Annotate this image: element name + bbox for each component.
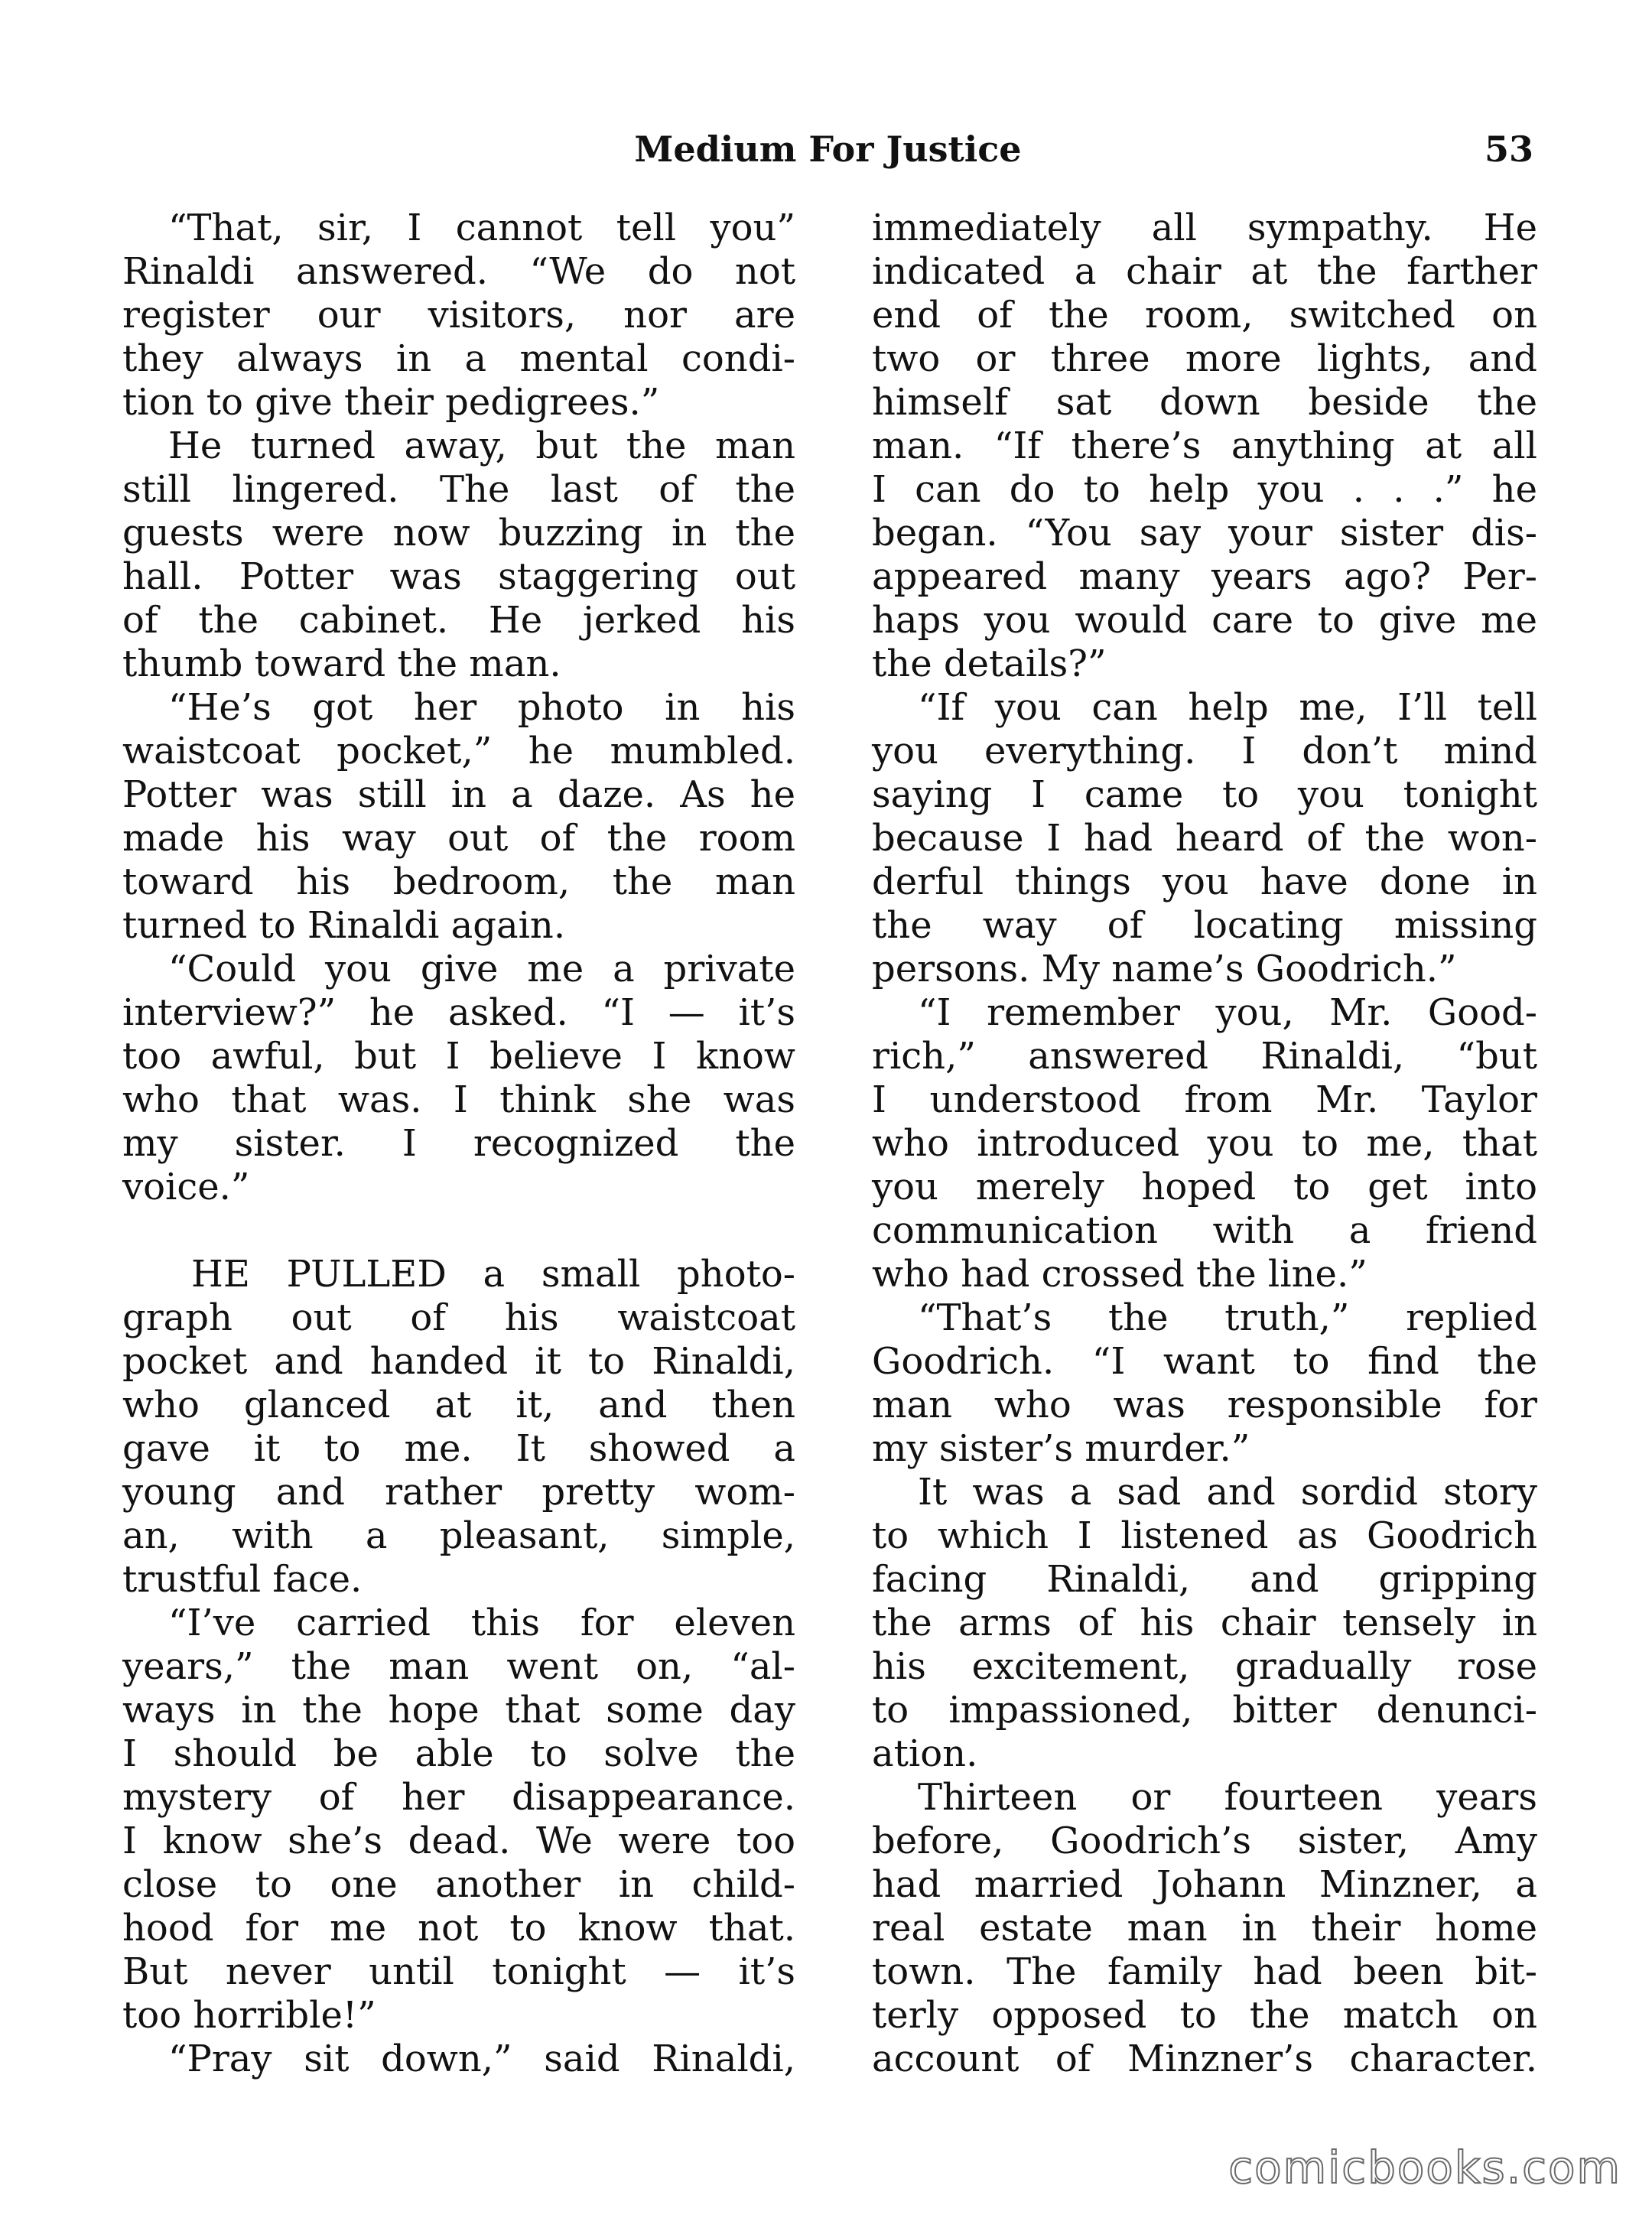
text-line: waistcoat pocket,” he mumbled. bbox=[122, 730, 795, 772]
text-line: Thirteen or fourteen years bbox=[918, 1776, 1537, 1819]
text-line: the arms of his chair tensely in bbox=[872, 1602, 1537, 1644]
text-line: the details?” bbox=[872, 642, 1107, 685]
text-line: still lingered. The last of the bbox=[122, 468, 795, 511]
text-line: Potter was still in a daze. As he bbox=[122, 773, 795, 816]
text-line: terly opposed to the match on bbox=[872, 1994, 1537, 2037]
text-line: my sister’s murder.” bbox=[872, 1427, 1250, 1470]
text-line: began. “You say your sister dis- bbox=[872, 512, 1537, 554]
text-line: It was a sad and sordid story bbox=[918, 1471, 1537, 1514]
text-line: appeared many years ago? Per- bbox=[872, 555, 1537, 598]
text-line: He turned away, but the man bbox=[168, 424, 795, 467]
watermark-logo: comicbooks.com bbox=[1228, 2142, 1621, 2194]
text-line: toward his bedroom, the man bbox=[122, 860, 795, 903]
text-line: who glanced at it, and then bbox=[122, 1384, 795, 1426]
text-line: voice.” bbox=[122, 1166, 250, 1208]
text-line: before, Goodrich’s sister, Amy bbox=[872, 1820, 1537, 1862]
text-line: my sister. I recognized the bbox=[122, 1122, 795, 1165]
running-head bbox=[122, 122, 1533, 176]
text-line: of the cabinet. He jerked his bbox=[122, 599, 795, 642]
text-line: “That, sir, I cannot tell you” bbox=[168, 207, 795, 249]
page-number: 53 bbox=[1484, 128, 1533, 170]
text-line: his excitement, gradually rose bbox=[872, 1645, 1537, 1688]
text-line: to impassioned, bitter denunci- bbox=[872, 1689, 1537, 1732]
text-line: to which I listened as Goodrich bbox=[872, 1514, 1537, 1557]
text-line: ways in the hope that some day bbox=[122, 1689, 795, 1732]
text-line: because I had heard of the won- bbox=[872, 817, 1537, 860]
text-line: two or three more lights, and bbox=[872, 337, 1537, 380]
text-column-left bbox=[122, 207, 795, 2081]
text-line: indicated a chair at the farther bbox=[872, 250, 1537, 293]
text-line: you everything. I don’t mind bbox=[872, 730, 1537, 772]
text-line: made his way out of the room bbox=[122, 817, 795, 860]
text-line: close to one another in child- bbox=[122, 1863, 795, 1906]
text-line: account of Minzner’s character. bbox=[872, 2038, 1537, 2080]
text-line: who that was. I think she was bbox=[122, 1078, 795, 1121]
text-line: Goodrich. “I want to find the bbox=[872, 1340, 1537, 1383]
text-line: gave it to me. It showed a bbox=[122, 1427, 795, 1470]
text-line: who introduced you to me, that bbox=[872, 1122, 1537, 1165]
text-line: “Pray sit down,” said Rinaldi, bbox=[168, 2038, 795, 2080]
text-column-right bbox=[872, 207, 1537, 2081]
text-line: the way of locating missing bbox=[872, 904, 1537, 947]
text-line: thumb toward the man. bbox=[122, 642, 561, 685]
text-line: I should be able to solve the bbox=[122, 1732, 795, 1775]
text-line: HE PULLED a small photo- bbox=[191, 1253, 795, 1296]
text-line: had married Johann Minzner, a bbox=[872, 1863, 1537, 1906]
text-line: “I remember you, Mr. Good- bbox=[918, 991, 1537, 1034]
text-line: hall. Potter was staggering out bbox=[122, 555, 795, 598]
text-line: turned to Rinaldi again. bbox=[122, 904, 566, 947]
running-title: Medium For Justice bbox=[634, 128, 1022, 170]
text-line: too awful, but I believe I know bbox=[122, 1035, 795, 1078]
text-line: Rinaldi answered. “We do not bbox=[122, 250, 795, 293]
text-line: “That’s the truth,” replied bbox=[918, 1296, 1537, 1339]
text-line: real estate man in their home bbox=[872, 1907, 1537, 1950]
text-line: tion to give their pedigrees.” bbox=[122, 381, 660, 424]
text-line: too horrible!” bbox=[122, 1994, 376, 2037]
text-line: who had crossed the line.” bbox=[872, 1253, 1367, 1296]
text-line: they always in a mental condi- bbox=[122, 337, 795, 380]
text-line: But never until tonight — it’s bbox=[122, 1950, 795, 1993]
text-line: years,” the man went on, “al- bbox=[122, 1645, 795, 1688]
text-line: saying I came to you tonight bbox=[872, 773, 1537, 816]
text-line: I know she’s dead. We were too bbox=[122, 1820, 795, 1862]
text-line: an, with a pleasant, simple, bbox=[122, 1514, 795, 1557]
text-line: hood for me not to know that. bbox=[122, 1907, 795, 1950]
text-line: register our visitors, nor are bbox=[122, 294, 795, 337]
text-line: immediately all sympathy. He bbox=[872, 207, 1537, 249]
text-line: guests were now buzzing in the bbox=[122, 512, 795, 554]
text-line: mystery of her disappearance. bbox=[122, 1776, 795, 1819]
text-line: trustful face. bbox=[122, 1558, 363, 1601]
text-line: “If you can help me, I’ll tell bbox=[918, 686, 1537, 729]
text-line: interview?” he asked. “I — it’s bbox=[122, 991, 795, 1034]
text-line: derful things you have done in bbox=[872, 860, 1537, 903]
text-line: I understood from Mr. Taylor bbox=[872, 1078, 1537, 1121]
text-line: communication with a friend bbox=[872, 1209, 1537, 1252]
text-line: persons. My name’s Goodrich.” bbox=[872, 948, 1457, 990]
text-line: end of the room, switched on bbox=[872, 294, 1537, 337]
text-line: “He’s got her photo in his bbox=[168, 686, 795, 729]
text-line: man who was responsible for bbox=[872, 1384, 1537, 1426]
text-line: himself sat down beside the bbox=[872, 381, 1537, 424]
text-line: young and rather pretty wom- bbox=[122, 1471, 795, 1514]
text-line: rich,” answered Rinaldi, “but bbox=[872, 1035, 1537, 1078]
text-line: town. The family had been bit- bbox=[872, 1950, 1537, 1993]
text-line: “I’ve carried this for eleven bbox=[168, 1602, 795, 1644]
text-line: haps you would care to give me bbox=[872, 599, 1537, 642]
text-line: I can do to help you . . .” he bbox=[872, 468, 1537, 511]
text-line: facing Rinaldi, and gripping bbox=[872, 1558, 1537, 1601]
text-line: man. “If there’s anything at all bbox=[872, 424, 1537, 467]
text-line: “Could you give me a private bbox=[168, 948, 795, 990]
text-line: pocket and handed it to Rinaldi, bbox=[122, 1340, 795, 1383]
text-line: graph out of his waistcoat bbox=[122, 1296, 795, 1339]
text-line: you merely hoped to get into bbox=[872, 1166, 1537, 1208]
text-line: ation. bbox=[872, 1732, 978, 1775]
